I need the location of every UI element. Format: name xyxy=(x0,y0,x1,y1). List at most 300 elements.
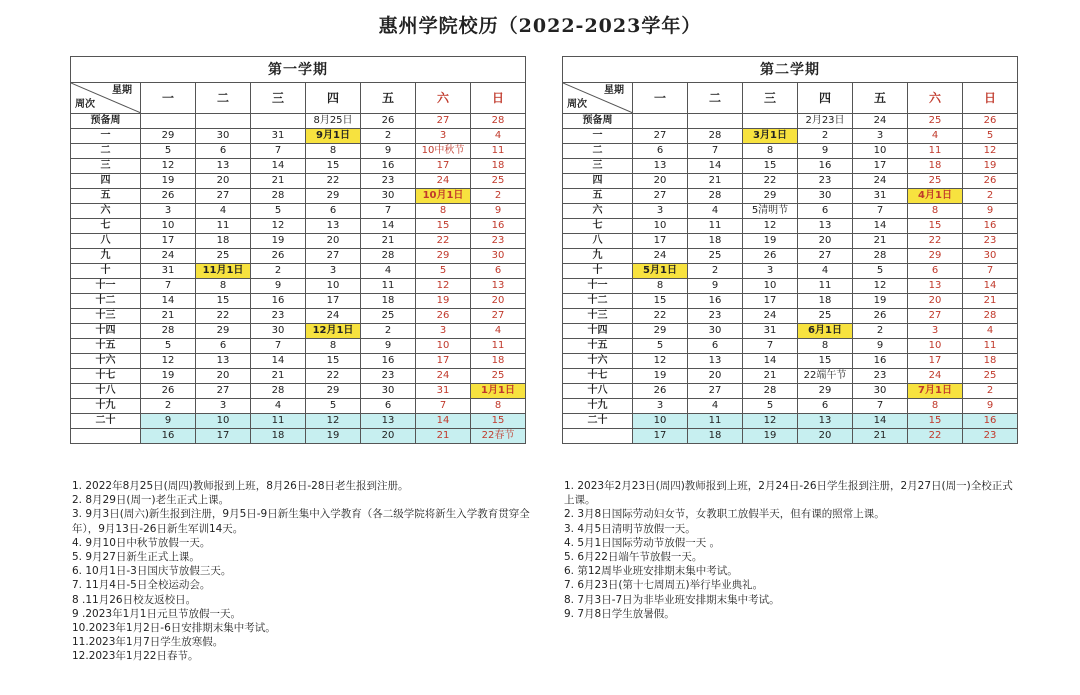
day-cell: 13 xyxy=(798,219,853,234)
week-label: 八 xyxy=(563,234,633,249)
corner-week-label: 周次 xyxy=(75,99,95,110)
day-cell: 19 xyxy=(416,294,471,309)
corner-header xyxy=(71,83,141,114)
day-cell: 14 xyxy=(251,159,306,174)
week-row xyxy=(71,384,526,399)
day-cell: 21 xyxy=(251,369,306,384)
note-item: 12.2023年1月22日春节。 xyxy=(72,650,199,663)
day-cell: 2 xyxy=(361,324,416,339)
day-cell: 21 xyxy=(141,309,196,324)
week-row xyxy=(71,159,526,174)
day-cell: 8 xyxy=(743,144,798,159)
day-cell: 18 xyxy=(471,354,526,369)
week-row xyxy=(71,339,526,354)
day-cell: 25 xyxy=(908,174,963,189)
day-cell: 14 xyxy=(141,294,196,309)
day-cell: 17 xyxy=(633,234,688,249)
day-cell xyxy=(633,114,688,129)
day-cell: 3 xyxy=(196,399,251,414)
day-cell: 7 xyxy=(361,204,416,219)
day-cell: 11 xyxy=(963,339,1018,354)
note-item: 8. 7月3日-7日为非毕业班安排期末集中考试。 xyxy=(564,593,780,606)
day-cell: 27 xyxy=(633,129,688,144)
day-cell: 23 xyxy=(853,369,908,384)
weekday-header: 一 xyxy=(633,83,688,114)
day-cell: 31 xyxy=(251,129,306,144)
day-cell: 28 xyxy=(251,189,306,204)
semester-title: 第一学期 xyxy=(71,57,526,83)
week-label: 十六 xyxy=(71,354,141,369)
weekday-header: 日 xyxy=(471,83,526,114)
day-cell: 24 xyxy=(633,249,688,264)
day-cell: 2 xyxy=(141,399,196,414)
day-cell: 1月1日 xyxy=(471,384,526,399)
day-cell: 2 xyxy=(853,324,908,339)
day-cell: 6 xyxy=(196,339,251,354)
day-cell: 5 xyxy=(633,339,688,354)
day-cell: 18 xyxy=(361,294,416,309)
day-cell: 19 xyxy=(306,429,361,444)
week-row xyxy=(71,129,526,144)
day-cell: 20 xyxy=(908,294,963,309)
day-cell: 21 xyxy=(853,234,908,249)
day-cell: 24 xyxy=(853,174,908,189)
day-cell: 8 xyxy=(633,279,688,294)
day-cell: 9 xyxy=(361,339,416,354)
day-cell: 7 xyxy=(853,399,908,414)
day-cell: 6 xyxy=(798,399,853,414)
week-label: 十九 xyxy=(563,399,633,414)
day-cell: 16 xyxy=(361,159,416,174)
day-cell: 23 xyxy=(963,234,1018,249)
day-cell: 15 xyxy=(908,414,963,429)
week-label: 十七 xyxy=(71,369,141,384)
day-cell: 6 xyxy=(908,264,963,279)
corner-weekday-label: 星期 xyxy=(604,85,624,96)
day-cell: 22端午节 xyxy=(798,369,853,384)
note-item: 7. 11月4日-5日全校运动会。 xyxy=(72,579,211,592)
day-cell: 27 xyxy=(196,189,251,204)
day-cell: 16 xyxy=(853,354,908,369)
day-cell: 22 xyxy=(743,174,798,189)
day-cell: 5 xyxy=(743,399,798,414)
day-cell: 5 xyxy=(853,264,908,279)
week-row xyxy=(563,369,1018,384)
day-cell: 3 xyxy=(743,264,798,279)
week-label: 十八 xyxy=(563,384,633,399)
week-row xyxy=(71,369,526,384)
day-cell: 12 xyxy=(416,279,471,294)
day-cell: 5 xyxy=(141,339,196,354)
week-row xyxy=(71,294,526,309)
week-row xyxy=(71,264,526,279)
day-cell: 26 xyxy=(963,114,1018,129)
note-item: 9 .2023年1月1日元旦节放假一天。 xyxy=(72,607,241,620)
day-cell: 12月1日 xyxy=(306,324,361,339)
day-cell: 12 xyxy=(743,414,798,429)
day-cell: 4月1日 xyxy=(908,189,963,204)
week-label: 十七 xyxy=(563,369,633,384)
day-cell: 9 xyxy=(798,144,853,159)
day-cell: 14 xyxy=(963,279,1018,294)
weekday-header: 四 xyxy=(798,83,853,114)
week-row xyxy=(71,429,526,444)
day-cell: 13 xyxy=(196,354,251,369)
week-label: 十五 xyxy=(71,339,141,354)
day-cell: 29 xyxy=(416,249,471,264)
day-cell: 26 xyxy=(963,174,1018,189)
day-cell: 15 xyxy=(908,219,963,234)
day-cell: 9 xyxy=(361,144,416,159)
day-cell: 4 xyxy=(963,324,1018,339)
week-label: 十二 xyxy=(71,294,141,309)
note-item: 9. 7月8日学生放暑假。 xyxy=(564,607,675,620)
day-cell: 5 xyxy=(141,144,196,159)
day-cell: 29 xyxy=(306,384,361,399)
day-cell: 20 xyxy=(361,429,416,444)
note-item: 1. 2023年2月23日(周四)教师报到上班，2月24日-26日学生报到注册，2月27日(周一)全校正式上课。 xyxy=(564,480,1013,507)
day-cell: 30 xyxy=(361,189,416,204)
day-cell: 11月1日 xyxy=(196,264,251,279)
week-row xyxy=(563,414,1018,429)
week-label: 十四 xyxy=(563,324,633,339)
day-cell: 26 xyxy=(633,384,688,399)
week-row xyxy=(563,354,1018,369)
day-cell: 22 xyxy=(633,309,688,324)
day-cell: 16 xyxy=(141,429,196,444)
day-cell: 19 xyxy=(743,429,798,444)
week-label: 六 xyxy=(71,204,141,219)
week-row xyxy=(563,204,1018,219)
day-cell: 11 xyxy=(688,219,743,234)
week-row xyxy=(563,144,1018,159)
day-cell: 10 xyxy=(633,414,688,429)
day-cell: 11 xyxy=(908,144,963,159)
day-cell: 24 xyxy=(853,114,908,129)
day-cell: 14 xyxy=(688,159,743,174)
day-cell: 8 xyxy=(306,144,361,159)
day-cell: 8 xyxy=(798,339,853,354)
day-cell: 19 xyxy=(141,174,196,189)
week-row xyxy=(563,384,1018,399)
week-label: 二 xyxy=(563,144,633,159)
day-cell: 24 xyxy=(141,249,196,264)
day-cell: 18 xyxy=(908,159,963,174)
note-item: 2. 8月29日(周一)老生正式上课。 xyxy=(72,494,230,507)
day-cell: 31 xyxy=(416,384,471,399)
day-cell: 23 xyxy=(251,309,306,324)
day-cell: 3 xyxy=(633,399,688,414)
week-label: 十八 xyxy=(71,384,141,399)
day-cell: 4 xyxy=(251,399,306,414)
day-cell: 10 xyxy=(743,279,798,294)
day-cell: 13 xyxy=(361,414,416,429)
day-cell: 9月1日 xyxy=(306,129,361,144)
day-cell: 15 xyxy=(306,159,361,174)
week-label xyxy=(71,429,141,444)
day-cell: 3 xyxy=(416,324,471,339)
week-row xyxy=(71,144,526,159)
week-row xyxy=(71,204,526,219)
note-item: 8 .11月26日校友返校日。 xyxy=(72,593,197,606)
note-item: 4. 9月10日中秋节放假一天。 xyxy=(72,536,211,549)
day-cell: 7 xyxy=(251,339,306,354)
day-cell: 18 xyxy=(963,354,1018,369)
day-cell: 16 xyxy=(688,294,743,309)
day-cell: 12 xyxy=(743,219,798,234)
day-cell: 19 xyxy=(853,294,908,309)
day-cell: 6 xyxy=(306,204,361,219)
day-cell: 28 xyxy=(743,384,798,399)
day-cell: 6 xyxy=(798,204,853,219)
day-cell: 2 xyxy=(688,264,743,279)
day-cell: 15 xyxy=(196,294,251,309)
day-cell: 8 xyxy=(196,279,251,294)
week-row xyxy=(71,234,526,249)
day-cell: 12 xyxy=(141,159,196,174)
week-row xyxy=(563,429,1018,444)
day-cell: 10 xyxy=(908,339,963,354)
day-cell: 22 xyxy=(908,234,963,249)
note-item: 6. 10月1日-3日国庆节放假三天。 xyxy=(72,565,232,578)
day-cell: 2 xyxy=(361,129,416,144)
note-item: 11.2023年1月7日学生放寒假。 xyxy=(72,636,224,649)
week-row xyxy=(563,234,1018,249)
day-cell: 2 xyxy=(963,384,1018,399)
day-cell: 20 xyxy=(306,234,361,249)
day-cell: 8 xyxy=(306,339,361,354)
note-item: 2. 3月8日国际劳动妇女节，女教职工放假半天，但有课的照常上课。 xyxy=(564,508,885,521)
day-cell: 11 xyxy=(251,414,306,429)
day-cell: 23 xyxy=(361,369,416,384)
day-cell: 24 xyxy=(908,369,963,384)
day-cell: 27 xyxy=(908,309,963,324)
day-cell: 30 xyxy=(688,324,743,339)
day-cell: 9 xyxy=(141,414,196,429)
day-cell: 30 xyxy=(798,189,853,204)
week-label: 四 xyxy=(563,174,633,189)
day-cell: 4 xyxy=(908,129,963,144)
day-cell: 2月23日 xyxy=(798,114,853,129)
day-cell: 9 xyxy=(963,204,1018,219)
day-cell: 15 xyxy=(633,294,688,309)
week-label: 十四 xyxy=(71,324,141,339)
day-cell: 11 xyxy=(798,279,853,294)
semester1-notes xyxy=(72,479,534,664)
semester-title-row xyxy=(563,57,1018,83)
day-cell: 3 xyxy=(908,324,963,339)
week-label: 十二 xyxy=(563,294,633,309)
day-cell: 17 xyxy=(633,429,688,444)
week-label: 十一 xyxy=(71,279,141,294)
day-cell: 25 xyxy=(196,249,251,264)
week-row xyxy=(563,279,1018,294)
note-item: 7. 6月23日(第十七周周五)举行毕业典礼。 xyxy=(564,579,764,592)
weekday-header: 五 xyxy=(853,83,908,114)
semester-title: 第二学期 xyxy=(563,57,1018,83)
day-cell: 17 xyxy=(853,159,908,174)
day-cell: 6 xyxy=(361,399,416,414)
day-cell: 27 xyxy=(471,309,526,324)
note-item: 5. 9月27日新生正式上课。 xyxy=(72,551,200,564)
day-cell: 18 xyxy=(471,159,526,174)
day-cell: 12 xyxy=(853,279,908,294)
day-cell: 21 xyxy=(743,369,798,384)
day-cell: 24 xyxy=(416,369,471,384)
day-cell: 14 xyxy=(361,219,416,234)
week-label: 十 xyxy=(563,264,633,279)
day-cell: 16 xyxy=(798,159,853,174)
semester1-calendar xyxy=(70,56,526,444)
day-cell: 31 xyxy=(743,324,798,339)
day-cell: 30 xyxy=(853,384,908,399)
note-item: 3. 4月5日清明节放假一天。 xyxy=(564,522,696,535)
week-label: 十三 xyxy=(563,309,633,324)
day-cell: 18 xyxy=(688,234,743,249)
week-label xyxy=(563,429,633,444)
week-row xyxy=(563,249,1018,264)
week-row xyxy=(71,399,526,414)
day-cell: 24 xyxy=(416,174,471,189)
day-cell: 12 xyxy=(251,219,306,234)
weekday-header: 六 xyxy=(908,83,963,114)
day-cell: 25 xyxy=(688,249,743,264)
semester-title-row xyxy=(71,57,526,83)
day-cell: 27 xyxy=(688,384,743,399)
day-cell: 7 xyxy=(853,204,908,219)
day-cell: 14 xyxy=(416,414,471,429)
semester2-calendar xyxy=(562,56,1018,444)
weekday-header: 日 xyxy=(963,83,1018,114)
day-cell: 10中秋节 xyxy=(416,144,471,159)
day-cell: 4 xyxy=(688,399,743,414)
day-cell: 23 xyxy=(471,234,526,249)
week-row xyxy=(563,294,1018,309)
day-cell: 17 xyxy=(196,429,251,444)
week-row xyxy=(563,324,1018,339)
day-cell: 12 xyxy=(306,414,361,429)
day-cell: 10 xyxy=(633,219,688,234)
day-cell: 18 xyxy=(688,429,743,444)
day-cell: 21 xyxy=(853,429,908,444)
week-row xyxy=(71,114,526,129)
day-cell: 28 xyxy=(963,309,1018,324)
day-cell: 30 xyxy=(361,384,416,399)
day-cell: 26 xyxy=(251,249,306,264)
day-cell: 23 xyxy=(361,174,416,189)
week-label: 一 xyxy=(563,129,633,144)
day-cell: 12 xyxy=(963,144,1018,159)
day-cell: 21 xyxy=(963,294,1018,309)
day-cell xyxy=(141,114,196,129)
note-item: 1. 2022年8月25日(周四)教师报到上班，8月26日-28日老生报到注册。 xyxy=(72,480,409,492)
day-cell: 22 xyxy=(306,174,361,189)
weekday-header-row xyxy=(71,83,526,114)
week-label: 八 xyxy=(71,234,141,249)
day-cell: 5清明节 xyxy=(743,204,798,219)
day-cell: 14 xyxy=(853,414,908,429)
day-cell: 24 xyxy=(306,309,361,324)
week-row xyxy=(71,249,526,264)
day-cell: 15 xyxy=(416,219,471,234)
day-cell: 15 xyxy=(471,414,526,429)
day-cell: 27 xyxy=(633,189,688,204)
day-cell: 20 xyxy=(688,369,743,384)
day-cell xyxy=(743,114,798,129)
day-cell: 11 xyxy=(688,414,743,429)
day-cell: 11 xyxy=(471,144,526,159)
day-cell: 14 xyxy=(251,354,306,369)
day-cell: 30 xyxy=(251,324,306,339)
week-row xyxy=(71,354,526,369)
week-label: 十一 xyxy=(563,279,633,294)
semester2-notes xyxy=(564,479,1014,621)
day-cell: 31 xyxy=(141,264,196,279)
day-cell: 27 xyxy=(416,114,471,129)
day-cell: 7月1日 xyxy=(908,384,963,399)
day-cell: 22 xyxy=(306,369,361,384)
day-cell: 7 xyxy=(141,279,196,294)
week-label: 二 xyxy=(71,144,141,159)
day-cell: 2 xyxy=(471,189,526,204)
day-cell: 17 xyxy=(908,354,963,369)
weekday-header: 三 xyxy=(743,83,798,114)
day-cell: 3 xyxy=(306,264,361,279)
day-cell: 2 xyxy=(963,189,1018,204)
day-cell: 8 xyxy=(908,204,963,219)
week-label: 六 xyxy=(563,204,633,219)
day-cell: 16 xyxy=(361,354,416,369)
day-cell: 23 xyxy=(963,429,1018,444)
week-label: 七 xyxy=(563,219,633,234)
day-cell: 19 xyxy=(963,159,1018,174)
day-cell: 14 xyxy=(743,354,798,369)
day-cell: 4 xyxy=(361,264,416,279)
week-label: 四 xyxy=(71,174,141,189)
week-row xyxy=(563,339,1018,354)
page-title: 惠州学院校历（2022-2023学年） xyxy=(378,15,702,37)
day-cell: 9 xyxy=(853,339,908,354)
day-cell: 23 xyxy=(798,174,853,189)
day-cell: 7 xyxy=(743,339,798,354)
day-cell: 6 xyxy=(633,144,688,159)
day-cell: 7 xyxy=(688,144,743,159)
day-cell xyxy=(196,114,251,129)
weekday-header: 六 xyxy=(416,83,471,114)
day-cell: 11 xyxy=(471,339,526,354)
day-cell: 30 xyxy=(196,129,251,144)
day-cell: 28 xyxy=(471,114,526,129)
day-cell: 2 xyxy=(251,264,306,279)
week-row xyxy=(563,189,1018,204)
day-cell: 26 xyxy=(361,114,416,129)
day-cell: 16 xyxy=(471,219,526,234)
day-cell: 20 xyxy=(471,294,526,309)
week-row xyxy=(563,264,1018,279)
day-cell: 20 xyxy=(798,234,853,249)
week-label: 十五 xyxy=(563,339,633,354)
day-cell: 9 xyxy=(963,399,1018,414)
day-cell: 29 xyxy=(743,189,798,204)
day-cell: 20 xyxy=(196,174,251,189)
day-cell: 25 xyxy=(908,114,963,129)
weekday-header: 一 xyxy=(141,83,196,114)
day-cell: 28 xyxy=(141,324,196,339)
day-cell: 28 xyxy=(688,129,743,144)
day-cell: 27 xyxy=(798,249,853,264)
weekday-header: 四 xyxy=(306,83,361,114)
day-cell: 10 xyxy=(141,219,196,234)
